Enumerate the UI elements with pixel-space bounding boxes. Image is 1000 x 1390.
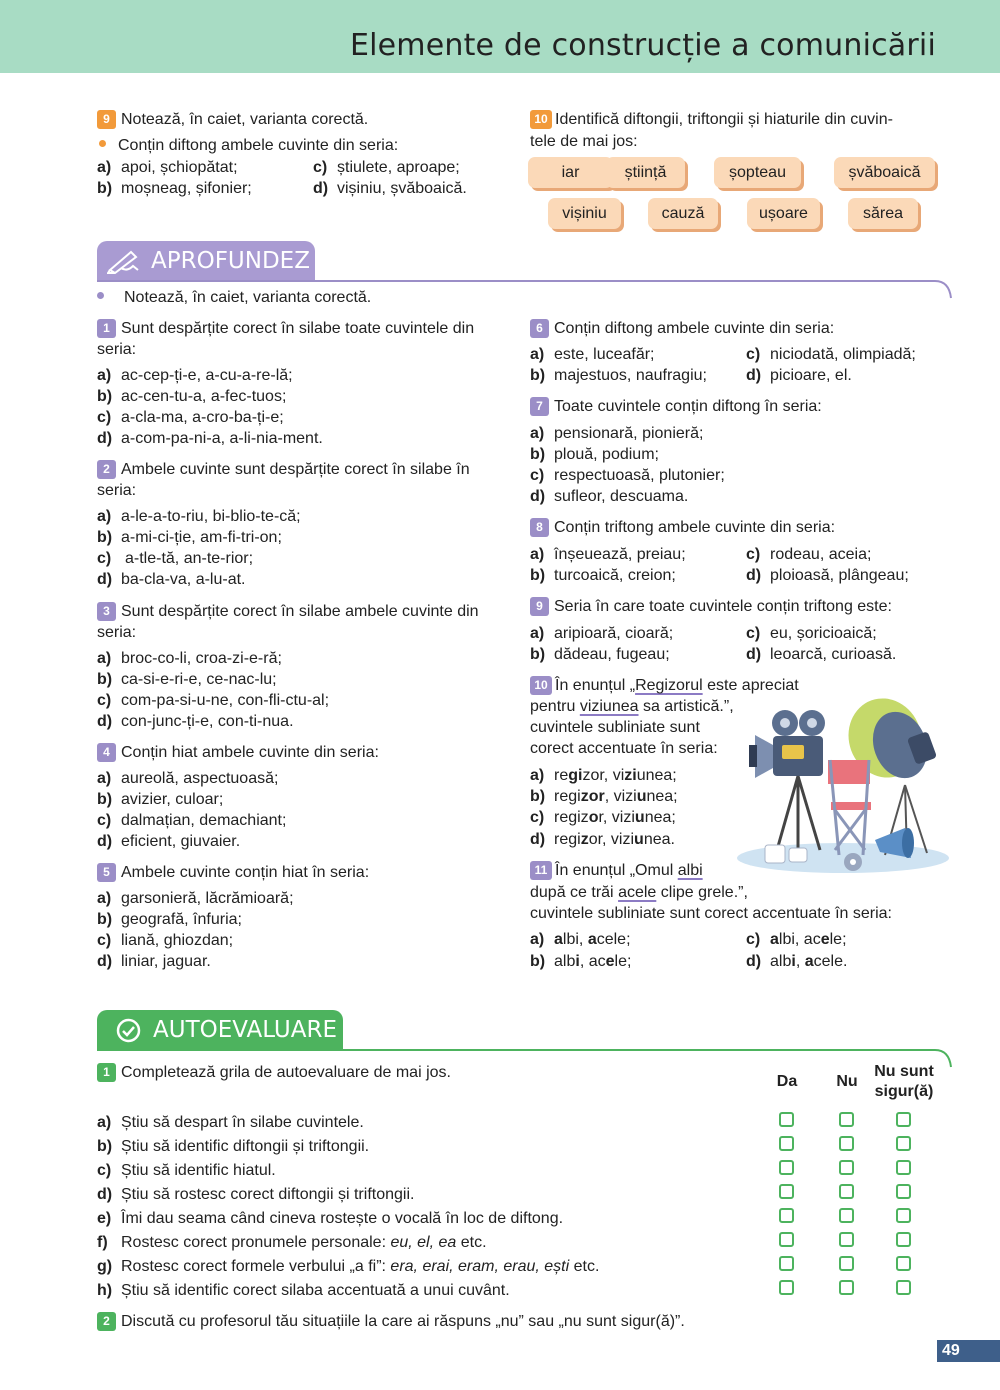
film-set-illustration [735, 690, 950, 880]
word-chip: ușoare [747, 198, 820, 229]
checkbox-nu-sunt-sigur[interactable] [896, 1112, 911, 1127]
option-c: c) eu, șoricioaică; [746, 625, 877, 642]
checkbox-nu[interactable] [839, 1280, 854, 1295]
option-a: a) regizor, viziunea; [530, 767, 677, 784]
question-8: 8 Conțin triftong ambele cuvinte din seria: [530, 517, 835, 538]
checkbox-nu[interactable] [839, 1256, 854, 1271]
option-d: d) albi, acele. [746, 953, 848, 970]
word-chip: șopteau [714, 157, 801, 188]
option-b: b) a-mi-ci-ție, am-fi-tri-on; [97, 529, 282, 546]
question-number: 5 [97, 863, 116, 882]
question-text: corect accentuate în seria: [530, 740, 718, 757]
question-number: 11 [530, 861, 552, 880]
exercise-number: 9 [97, 110, 116, 129]
checkbox-nu-sunt-sigur[interactable] [896, 1136, 911, 1151]
exercise-9-instruction: 9 Notează, în caiet, varianta corectă. [97, 109, 368, 130]
checkbox-nu[interactable] [839, 1160, 854, 1175]
autoeval-item: d) Știu să rostesc corect diftongii și triftongii. [97, 1186, 415, 1203]
checkbox-da[interactable] [779, 1184, 794, 1199]
option-c: c) niciodată, olimpiadă; [746, 346, 916, 363]
question-number: 6 [530, 319, 549, 338]
exercise-10-line2: tele de mai jos: [530, 133, 638, 150]
option-a: a) a-le-a-to-riu, bi-blio-te-că; [97, 508, 301, 525]
question-number: 2 [97, 460, 116, 479]
checkbox-nu-sunt-sigur[interactable] [896, 1232, 911, 1247]
question-number: 1 [97, 1063, 116, 1082]
autoeval-item: g) Rostesc corect formele verbului „a fi”: era, erai, eram, erau, ești etc. [97, 1258, 600, 1275]
option-a: a) apoi, șchiopătat; [97, 159, 238, 176]
aprofundez-instruction: Notează, în caiet, varianta corectă. [97, 287, 371, 308]
checkbox-nu[interactable] [839, 1232, 854, 1247]
word-chip: cauză [648, 198, 718, 229]
question-11: 11 În enunțul „Omul albi [530, 860, 703, 881]
option-b: b) turcoaică, creion; [530, 567, 676, 584]
question-number: 9 [530, 597, 549, 616]
question-text: pentru viziunea sa artistică.”, [530, 698, 734, 715]
question-7: 7 Toate cuvintele conțin diftong în seria: [530, 396, 822, 417]
question-text: cuvintele subliniate sunt [530, 719, 700, 736]
page-title: Elemente de construcție a comunicării [349, 28, 936, 63]
option-a: a) ac-cep-ți-e, a-cu-a-re-lă; [97, 367, 293, 384]
option-d: d) eficient, giuvaier. [97, 833, 241, 850]
option-d: d) con-junc-ți-e, con-ti-nua. [97, 713, 294, 730]
autoeval-item: h) Știu să identific corect silaba accentuată a unui cuvânt. [97, 1282, 510, 1299]
option-c: c) liană, ghiozdan; [97, 932, 234, 949]
question-number: 10 [530, 676, 552, 695]
option-b: b) avizier, culoar; [97, 791, 224, 808]
option-b: b) ca-si-e-ri-e, ce-nac-lu; [97, 671, 277, 688]
word-chip: sărea [848, 198, 918, 229]
checkbox-da[interactable] [779, 1160, 794, 1175]
option-b: b) moșneag, șifonier; [97, 180, 252, 197]
question-number: 3 [97, 602, 116, 621]
checkbox-nu-sunt-sigur[interactable] [896, 1256, 911, 1271]
option-c: c) respectuoasă, plutonier; [530, 467, 725, 484]
checkbox-nu-sunt-sigur[interactable] [896, 1208, 911, 1223]
autoeval-item: f) Rostesc corect pronumele personale: eu, el, ea etc. [97, 1234, 487, 1251]
option-a: a) albi, acele; [530, 931, 631, 948]
column-header-da: Da [776, 1073, 798, 1090]
autoeval-item: a) Știu să despart în silabe cuvintele. [97, 1114, 364, 1131]
option-b: b) albi, acele; [530, 953, 632, 970]
column-header-nu: Nu [836, 1073, 858, 1090]
option-c: c) dalmațian, demachiant; [97, 812, 287, 829]
bullet-icon [97, 292, 104, 299]
option-b: b) plouă, podium; [530, 446, 659, 463]
question-9: 9 Seria în care toate cuvintele conțin triftong este: [530, 596, 892, 617]
checkbox-nu[interactable] [839, 1208, 854, 1223]
option-d: d) ploioasă, plângeau; [746, 567, 909, 584]
option-c: c) albi, acele; [746, 931, 847, 948]
question-number: 4 [97, 743, 116, 762]
word-chip: vișiniu [548, 198, 621, 229]
question-text: cuvintele subliniate sunt corect accentuate în seria: [530, 905, 892, 922]
word-chip: știință [606, 157, 685, 188]
question-number: 7 [530, 397, 549, 416]
option-c: c) rodeau, aceia; [746, 546, 872, 563]
question-number: 1 [97, 319, 116, 338]
question-1: 1 Sunt despărțite corect în silabe toate cuvintele din [97, 318, 474, 339]
word-chip: iar [528, 157, 613, 188]
option-a: a) garsonieră, lăcrămioară; [97, 890, 294, 907]
question-2: 2 Ambele cuvinte sunt despărțite corect în silabe în [97, 459, 470, 480]
option-d: d) ba-cla-va, a-lu-at. [97, 571, 246, 588]
autoeval-item: e) Îmi dau seama când cineva rostește o vocală în loc de diftong. [97, 1210, 564, 1227]
exercise-9-stem: Conțin diftong ambele cuvinte din seria: [97, 135, 398, 156]
option-a: a) broc-co-li, croa-zi-e-ră; [97, 650, 282, 667]
option-d: d) regizor, viziunea. [530, 831, 675, 848]
question-4: 4 Conțin hiat ambele cuvinte din seria: [97, 742, 379, 763]
option-a: a) pensionară, pionieră; [530, 425, 704, 442]
option-b: b) ac-cen-tu-a, a-fec-tuos; [97, 388, 287, 405]
section-tab-autoevaluare [97, 1010, 343, 1050]
bullet-icon [99, 140, 106, 147]
question-10: 10 În enunțul „Regizorul este apreciat [530, 675, 799, 696]
checkbox-nu-sunt-sigur[interactable] [896, 1160, 911, 1175]
checkbox-da[interactable] [779, 1232, 794, 1247]
question-text: după ce trăi acele clipe grele.”, [530, 884, 748, 901]
check-circle-icon [116, 1018, 141, 1043]
option-b: b) regizor, viziunea; [530, 788, 678, 805]
question-text: seria: [97, 341, 137, 358]
option-c: c) știulete, aproape; [313, 159, 460, 176]
autoeval-item: c) Știu să identific hiatul. [97, 1162, 276, 1179]
checkbox-da[interactable] [779, 1280, 794, 1295]
option-a: a) aripioară, cioară; [530, 625, 674, 642]
option-c: c) regizor, viziunea; [530, 809, 676, 826]
question-5: 5 Ambele cuvinte conțin hiat în seria: [97, 862, 369, 883]
option-b: b) dădeau, fugeau; [530, 646, 670, 663]
option-d: d) vișiniu, șvăboaică. [313, 180, 467, 197]
checkbox-nu-sunt-sigur[interactable] [896, 1184, 911, 1199]
autoeval-question-1: 1 Completează grila de autoevaluare de mai jos. [97, 1062, 451, 1083]
question-3: 3 Sunt despărțite corect în silabe ambele cuvinte din [97, 601, 479, 622]
word-chip: șvăboaică [834, 157, 935, 188]
option-a: a) înșeuează, preiau; [530, 546, 686, 563]
autoeval-question-2: 2 Discută cu profesorul tău situațiile la care ai răspuns „nu” sau „nu sunt sigur(ă)”. [97, 1311, 685, 1332]
option-b: b) geografă, înfuria; [97, 911, 242, 928]
question-6: 6 Conțin diftong ambele cuvinte din seria: [530, 318, 834, 339]
option-d: d) a-com-pa-ni-a, a-li-nia-ment. [97, 430, 323, 447]
option-d: d) picioare, el. [746, 367, 852, 384]
page-number: 49 [937, 1340, 1000, 1362]
question-number: 8 [530, 518, 549, 537]
option-d: d) liniar, jaguar. [97, 953, 211, 970]
option-b: b) majestuos, naufragiu; [530, 367, 707, 384]
checkbox-da[interactable] [779, 1208, 794, 1223]
option-d: d) sufleor, descuama. [530, 488, 689, 505]
question-text: seria: [97, 624, 137, 641]
checkbox-da[interactable] [779, 1112, 794, 1127]
option-a: a) este, luceafăr; [530, 346, 655, 363]
checkbox-nu-sunt-sigur[interactable] [896, 1280, 911, 1295]
pencil-hand-icon [107, 248, 141, 274]
checkbox-da[interactable] [779, 1256, 794, 1271]
checkbox-nu[interactable] [839, 1112, 854, 1127]
option-c: c) com-pa-si-u-ne, con-fli-ctu-al; [97, 692, 330, 709]
section-title: APROFUNDEZ [151, 248, 310, 274]
option-a: a) aureolă, aspectuoasă; [97, 770, 279, 787]
option-c: c) a-tle-tă, an-te-rior; [97, 550, 254, 567]
page-header [0, 0, 1000, 73]
checkbox-nu[interactable] [839, 1136, 854, 1151]
autoeval-item: b) Știu să identific diftongii și triftongii. [97, 1138, 370, 1155]
checkbox-nu[interactable] [839, 1184, 854, 1199]
section-tab-aprofundez [97, 241, 315, 281]
option-d: d) leoarcă, curioasă. [746, 646, 897, 663]
exercise-number: 10 [530, 110, 552, 129]
exercise-10-line1: 10 Identifică diftongii, triftongii și hiaturile din cuvin- [530, 109, 893, 130]
option-c: c) a-cla-ma, a-cro-ba-ți-e; [97, 409, 284, 426]
section-title: AUTOEVALUARE [153, 1017, 337, 1043]
checkbox-da[interactable] [779, 1136, 794, 1151]
question-number: 2 [97, 1312, 116, 1331]
question-text: seria: [97, 482, 137, 499]
column-header-nu-sunt-sigur: Nu sunt sigur(ă) [874, 1063, 934, 1100]
